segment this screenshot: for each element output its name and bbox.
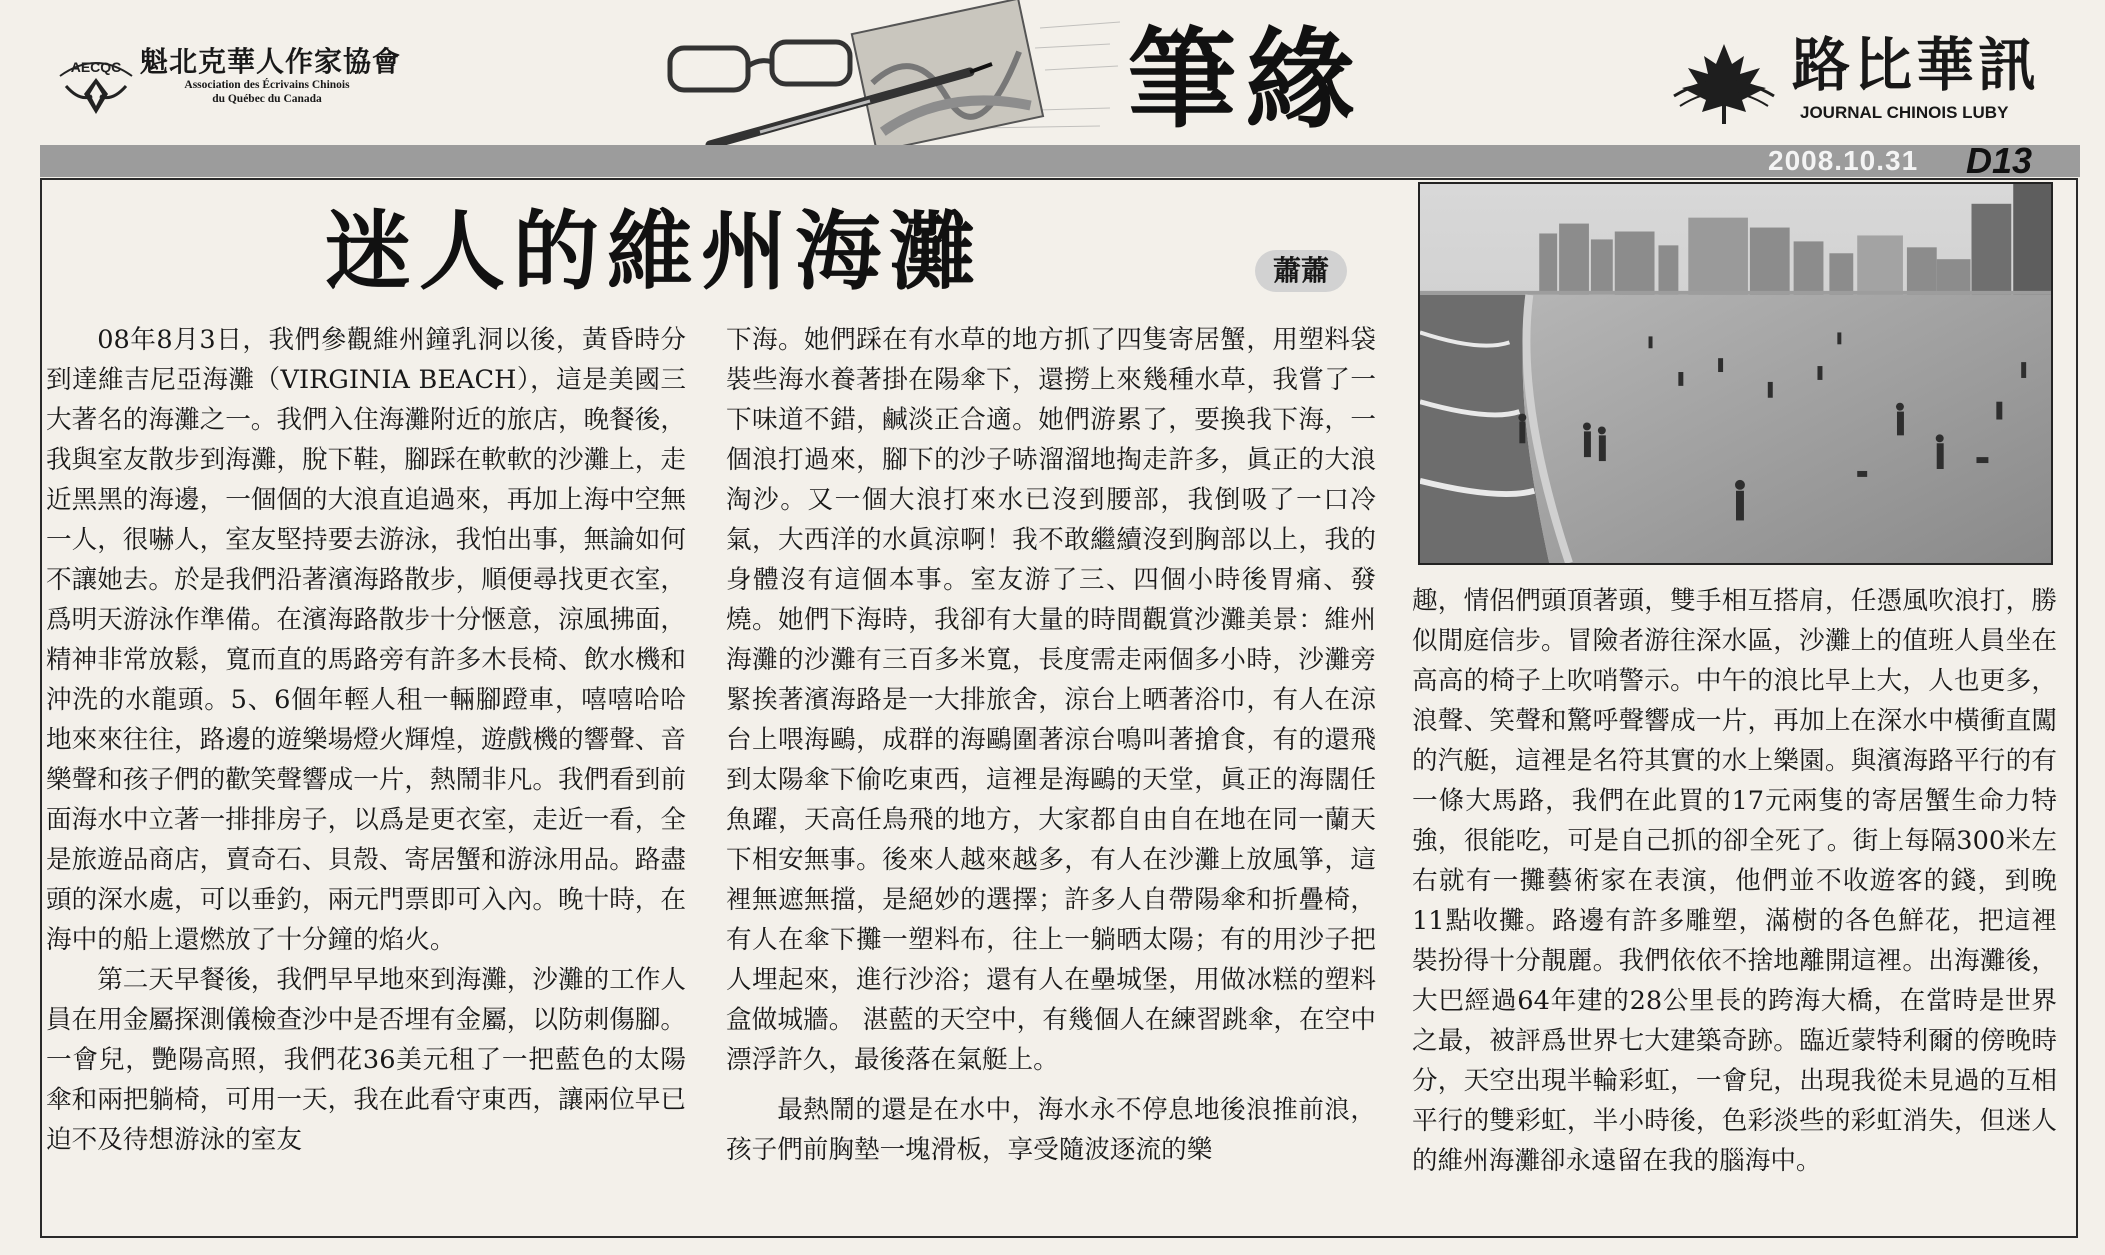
association-name-fr-line1: Association des Écrivains Chinois <box>184 79 350 91</box>
beach-photo <box>1418 182 2053 565</box>
article-column-1 <box>46 320 686 1160</box>
journal-name-fr: JOURNAL CHINOIS LUBY <box>1800 103 2009 122</box>
article-column-2 <box>726 320 1376 1170</box>
article-title: 迷人的維州海灘 <box>325 201 983 302</box>
issue-date: 2008.10.31 <box>1768 145 1919 176</box>
paragraph: 08年8月3日，我們參觀維州鐘乳洞以後，黃昏時分到達維吉尼亞海灘（VIRGINIA BEACH），這是美國三大著名的海灘之一。我們入住海灘附近的旅店，晚餐後，我與室友散步到海灘，脫下鞋，腳踩在軟軟的沙灘上，走近黑黑的海邊，一個個的大浪直追過來，再加上海中空無一人，很嚇人，室友堅持要去游泳，我怕出事，無論如何不讓她去。於是我們沿著濱海路散步，順便尋找更衣室，爲明天游泳作準備。在濱海路散步十分愜意，涼風拂面，精神非常放鬆，寬而直的馬路旁有許多木長椅、飲水機和沖洗的水龍頭。5、6個年輕人租一輛腳蹬車，嘻嘻哈哈地來來往往，路邊的遊樂場燈火輝煌，遊戲機的響聲、音樂聲和孩子們的歡笑聲響成一片，熱鬧非凡。我們看到前面海水中立著一排排房子，以爲是更衣室，走近一看，全是旅遊品商店，賣奇石、貝殼、寄居蟹和游泳用品。路盡頭的深水處，可以垂釣，兩元門票即可入內。晚十時，在海中的船上還燃放了十分鐘的焰火。 <box>46 325 686 955</box>
maple-leaf-logo-icon <box>1670 38 1778 126</box>
paragraph: 下海。她們踩在有水草的地方抓了四隻寄居蟹，用塑料袋裝些海水養著掛在陽傘下，還撈上來幾種水草，我嘗了一下味道不錯，鹹淡正合適。她們游累了，要換我下海，一個浪打過來，腳下的沙子哧溜溜地掏走許多，眞正的大浪淘沙。又一個大浪打來水已沒到腰部，我倒吸了一口冷氣，大西洋的水眞涼啊！我不敢繼續沒到胸部以上，我的身體沒有這個本事。室友游了三、四個小時後胃痛、發燒。她們下海時，我卻有大量的時間觀賞沙灘美景：維州海灘的沙灘有三百多米寬，長度需走兩個多小時，沙灘旁緊挨著濱海路是一大排旅舍，涼台上晒著浴巾，有人在涼台上喂海鷗，成群的海鷗圍著涼台鳴叫著搶食，有的還飛到太陽傘下偷吃東西，這裡是海鷗的天堂，眞正的海闊任魚躍，天高任鳥飛的地方，大家都自由自在地在同一蘭天下相安無事。後來人越來越多，有人在沙灘上放風箏，這裡無遮無擋，是絕妙的選擇；許多人自帶陽傘和折疊椅，有人在傘下攤一塑料布，往上一躺晒太陽；有的用沙子把人埋起來，進行沙浴；還有人在壘城堡，用做冰糕的塑料盒做城牆。 湛藍的天空中，有幾個人在練習跳傘，在空中漂浮許久，最後落在氣艇上。 <box>726 325 1376 1075</box>
association-name-fr-line2: du Québec du Canada <box>212 93 322 105</box>
association-logo-icon <box>52 42 140 122</box>
journal-name-zh: 路比華訊 <box>1792 31 2041 99</box>
association-name-zh: 魁北克華人作家協會 <box>140 45 402 78</box>
article-column-3 <box>1412 581 2057 1181</box>
column-title: 筆緣 <box>1128 17 1365 143</box>
paragraph: 最熱鬧的還是在水中，海水永不停息地後浪推前浪，孩子們前胸墊一塊滑板，享受隨波逐流的樂 <box>726 1095 1376 1165</box>
association-logo-text: AECQC <box>70 59 122 75</box>
association-text <box>140 46 440 106</box>
page-number: D13 <box>1966 140 2033 181</box>
paragraph: 第二天早餐後，我們早早地來到海灘，沙灘的工作人員在用金屬探測儀檢查沙中是否埋有金屬，以防刺傷腳。一會兒，艷陽高照，我們花36美元租了一把藍色的太陽傘和兩把躺椅，可用一天，我在此看守東西，讓兩位早已迫不及待想游泳的室友 <box>46 965 686 1155</box>
paragraph: 趣，情侶們頭頂著頭，雙手相互搭肩，任憑風吹浪打，勝似閒庭信步。冒險者游往深水區，沙灘上的值班人員坐在高高的椅子上吹哨警示。中午的浪比早上大，人也更多，浪聲、笑聲和驚呼聲響成一片，再加上在深水中橫衝直闖的汽艇，這裡是名符其實的水上樂園。與濱海路平行的有一條大馬路，我們在此買的17元兩隻的寄居蟹生命力特強，很能吃，可是自己抓的卻全死了。街上每隔300米左右就有一攤藝術家在表演，他們並不收遊客的錢，到晚11點收攤。路邊有許多雕塑，滿樹的各色鮮花，把這裡裝扮得十分靚麗。我們依依不捨地離開這裡。出海灘後，大巴經過64年建的28公里長的跨海大橋，在當時是世界之最，被評爲世界七大建築奇跡。臨近蒙特利爾的傍晚時分，天空出現半輪彩虹，一會兒，出現我從未見過的互相平行的雙彩虹，半小時後，色彩淡些的彩虹消失，但迷人的維州海灘卻永遠留在我的腦海中。 <box>1412 586 2057 1176</box>
author-name: 蕭蕭 <box>1255 250 1347 292</box>
